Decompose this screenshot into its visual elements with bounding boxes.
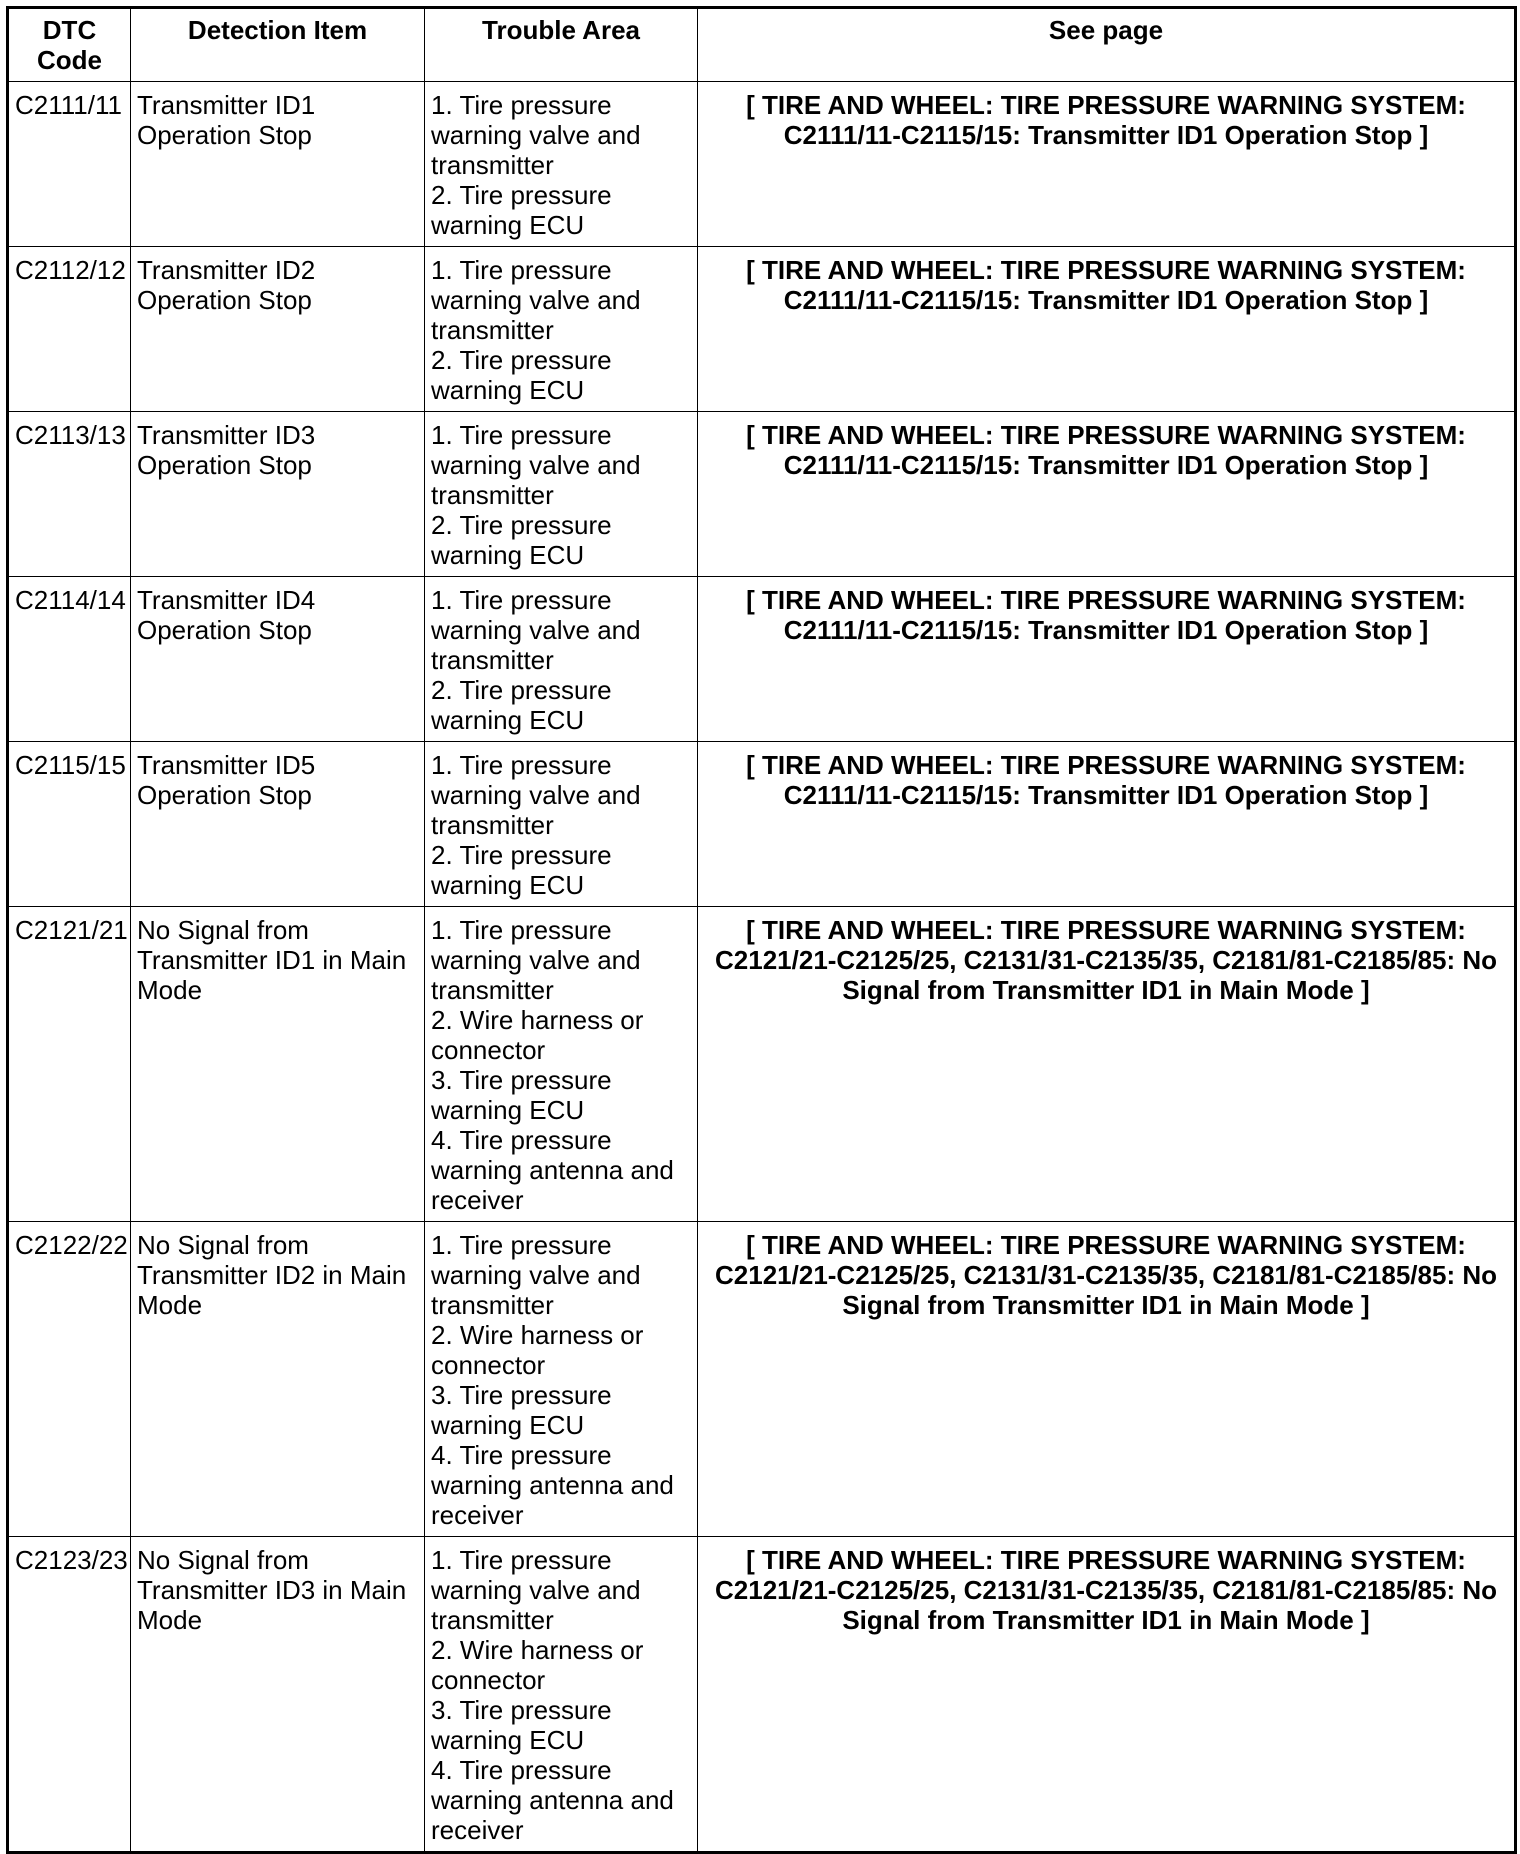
trouble-area-cell [425, 412, 698, 577]
dtc-table [6, 6, 1517, 1854]
trouble-area-line: receiver [431, 1815, 524, 1845]
table-body [8, 82, 1516, 1853]
trouble-area-line: transmitter [431, 480, 554, 510]
trouble-area-line: 3. Tire pressure [431, 1380, 612, 1410]
trouble-area-line: 2. Tire pressure [431, 510, 612, 540]
see-page-link[interactable] [698, 247, 1516, 412]
trouble-area-line: 2. Wire harness or [431, 1635, 644, 1665]
trouble-area-line: warning valve and [431, 945, 641, 975]
dtc-code-cell: C2123/23 [8, 1537, 131, 1853]
header-dtc-code: DTC Code [8, 8, 131, 82]
trouble-area-line: warning ECU [431, 210, 585, 240]
see-page-line: [ TIRE AND WHEEL: TIRE PRESSURE WARNING SYSTEM: [746, 255, 1466, 285]
trouble-area-line: transmitter [431, 645, 554, 675]
trouble-area-line: 4. Tire pressure [431, 1125, 612, 1155]
trouble-area-line: warning antenna and [431, 1470, 674, 1500]
trouble-area-cell [425, 82, 698, 247]
see-page-line: [ TIRE AND WHEEL: TIRE PRESSURE WARNING SYSTEM: [746, 750, 1466, 780]
trouble-area-line: 1. Tire pressure [431, 585, 612, 615]
trouble-area-line: 2. Wire harness or [431, 1320, 644, 1350]
trouble-area-line: 2. Tire pressure [431, 180, 612, 210]
table-header [8, 8, 1516, 82]
trouble-area-line: warning ECU [431, 1410, 585, 1440]
trouble-area-line: warning antenna and [431, 1155, 674, 1185]
see-page-line: C2111/11-C2115/15: Transmitter ID1 Operation Stop ] [783, 285, 1429, 315]
trouble-area-line: connector [431, 1350, 546, 1380]
see-page-link[interactable] [698, 1537, 1516, 1853]
trouble-area-line: 2. Tire pressure [431, 345, 612, 375]
trouble-area-line: transmitter [431, 1605, 554, 1635]
detection-item-cell: No Signal from Transmitter ID3 in Main Mode [131, 1537, 425, 1853]
trouble-area-line: warning antenna and [431, 1785, 674, 1815]
detection-item-cell: No Signal from Transmitter ID1 in Main Mode [131, 907, 425, 1222]
trouble-area-line: 3. Tire pressure [431, 1695, 612, 1725]
trouble-area-line: 1. Tire pressure [431, 1545, 612, 1575]
trouble-area-cell [425, 742, 698, 907]
trouble-area-line: warning valve and [431, 450, 641, 480]
see-page-line: Signal from Transmitter ID1 in Main Mode ] [842, 975, 1370, 1005]
table-row [8, 1222, 1516, 1537]
see-page-link[interactable] [698, 742, 1516, 907]
table-row [8, 577, 1516, 742]
trouble-area-line: 1. Tire pressure [431, 90, 612, 120]
see-page-line: C2121/21-C2125/25, C2131/31-C2135/35, C2181/81-C2185/85: No [715, 1260, 1497, 1290]
see-page-line: C2121/21-C2125/25, C2131/31-C2135/35, C2181/81-C2185/85: No [715, 1575, 1497, 1605]
see-page-line: C2111/11-C2115/15: Transmitter ID1 Operation Stop ] [783, 780, 1429, 810]
dtc-code-cell: C2121/21 [8, 907, 131, 1222]
see-page-line: [ TIRE AND WHEEL: TIRE PRESSURE WARNING SYSTEM: [746, 915, 1466, 945]
header-row [8, 8, 1516, 82]
table-row [8, 742, 1516, 907]
trouble-area-line: warning valve and [431, 615, 641, 645]
see-page-line: [ TIRE AND WHEEL: TIRE PRESSURE WARNING SYSTEM: [746, 1545, 1466, 1575]
see-page-line: Signal from Transmitter ID1 in Main Mode ] [842, 1290, 1370, 1320]
trouble-area-line: transmitter [431, 810, 554, 840]
see-page-line: C2111/11-C2115/15: Transmitter ID1 Operation Stop ] [783, 120, 1429, 150]
trouble-area-line: 4. Tire pressure [431, 1755, 612, 1785]
trouble-area-line: 2. Wire harness or [431, 1005, 644, 1035]
trouble-area-line: transmitter [431, 315, 554, 345]
trouble-area-line: 1. Tire pressure [431, 255, 612, 285]
table-row [8, 1537, 1516, 1853]
detection-item-cell: Transmitter ID2 Operation Stop [131, 247, 425, 412]
detection-item-cell: Transmitter ID5 Operation Stop [131, 742, 425, 907]
trouble-area-line: 1. Tire pressure [431, 915, 612, 945]
trouble-area-line: warning ECU [431, 1725, 585, 1755]
trouble-area-line: warning ECU [431, 705, 585, 735]
see-page-line: [ TIRE AND WHEEL: TIRE PRESSURE WARNING SYSTEM: [746, 90, 1466, 120]
header-see-page: See page [698, 8, 1516, 82]
table-row [8, 82, 1516, 247]
see-page-line: [ TIRE AND WHEEL: TIRE PRESSURE WARNING SYSTEM: [746, 585, 1466, 615]
table-row [8, 907, 1516, 1222]
dtc-code-cell: C2112/12 [8, 247, 131, 412]
trouble-area-line: warning valve and [431, 120, 641, 150]
see-page-link[interactable] [698, 907, 1516, 1222]
table-row [8, 412, 1516, 577]
trouble-area-cell [425, 247, 698, 412]
trouble-area-line: 1. Tire pressure [431, 1230, 612, 1260]
trouble-area-cell [425, 1537, 698, 1853]
dtc-table-container [6, 6, 1517, 1854]
trouble-area-line: connector [431, 1035, 546, 1065]
see-page-line: [ TIRE AND WHEEL: TIRE PRESSURE WARNING SYSTEM: [746, 420, 1466, 450]
trouble-area-cell [425, 907, 698, 1222]
trouble-area-line: 1. Tire pressure [431, 420, 612, 450]
see-page-link[interactable] [698, 412, 1516, 577]
see-page-link[interactable] [698, 82, 1516, 247]
dtc-code-cell: C2111/11 [8, 82, 131, 247]
trouble-area-line: warning ECU [431, 375, 585, 405]
trouble-area-cell [425, 577, 698, 742]
trouble-area-cell [425, 1222, 698, 1537]
header-detection-item: Detection Item [131, 8, 425, 82]
trouble-area-line: 2. Tire pressure [431, 840, 612, 870]
see-page-line: C2111/11-C2115/15: Transmitter ID1 Operation Stop ] [783, 615, 1429, 645]
trouble-area-line: warning ECU [431, 870, 585, 900]
see-page-line: C2111/11-C2115/15: Transmitter ID1 Operation Stop ] [783, 450, 1429, 480]
trouble-area-line: transmitter [431, 975, 554, 1005]
trouble-area-line: warning valve and [431, 780, 641, 810]
dtc-code-cell: C2115/15 [8, 742, 131, 907]
see-page-link[interactable] [698, 1222, 1516, 1537]
detection-item-cell: Transmitter ID3 Operation Stop [131, 412, 425, 577]
see-page-line: C2121/21-C2125/25, C2131/31-C2135/35, C2181/81-C2185/85: No [715, 945, 1497, 975]
trouble-area-line: warning ECU [431, 540, 585, 570]
see-page-link[interactable] [698, 577, 1516, 742]
dtc-code-cell: C2114/14 [8, 577, 131, 742]
detection-item-cell: Transmitter ID4 Operation Stop [131, 577, 425, 742]
trouble-area-line: warning valve and [431, 1575, 641, 1605]
trouble-area-line: warning valve and [431, 285, 641, 315]
see-page-line: Signal from Transmitter ID1 in Main Mode ] [842, 1605, 1370, 1635]
trouble-area-line: 1. Tire pressure [431, 750, 612, 780]
trouble-area-line: transmitter [431, 150, 554, 180]
trouble-area-line: 4. Tire pressure [431, 1440, 612, 1470]
trouble-area-line: 2. Tire pressure [431, 675, 612, 705]
trouble-area-line: transmitter [431, 1290, 554, 1320]
detection-item-cell: Transmitter ID1 Operation Stop [131, 82, 425, 247]
see-page-line: [ TIRE AND WHEEL: TIRE PRESSURE WARNING SYSTEM: [746, 1230, 1466, 1260]
dtc-code-cell: C2122/22 [8, 1222, 131, 1537]
header-trouble-area: Trouble Area [425, 8, 698, 82]
detection-item-cell: No Signal from Transmitter ID2 in Main Mode [131, 1222, 425, 1537]
trouble-area-line: receiver [431, 1185, 524, 1215]
trouble-area-line: warning ECU [431, 1095, 585, 1125]
trouble-area-line: connector [431, 1665, 546, 1695]
table-row [8, 247, 1516, 412]
dtc-code-cell: C2113/13 [8, 412, 131, 577]
trouble-area-line: warning valve and [431, 1260, 641, 1290]
trouble-area-line: 3. Tire pressure [431, 1065, 612, 1095]
trouble-area-line: receiver [431, 1500, 524, 1530]
